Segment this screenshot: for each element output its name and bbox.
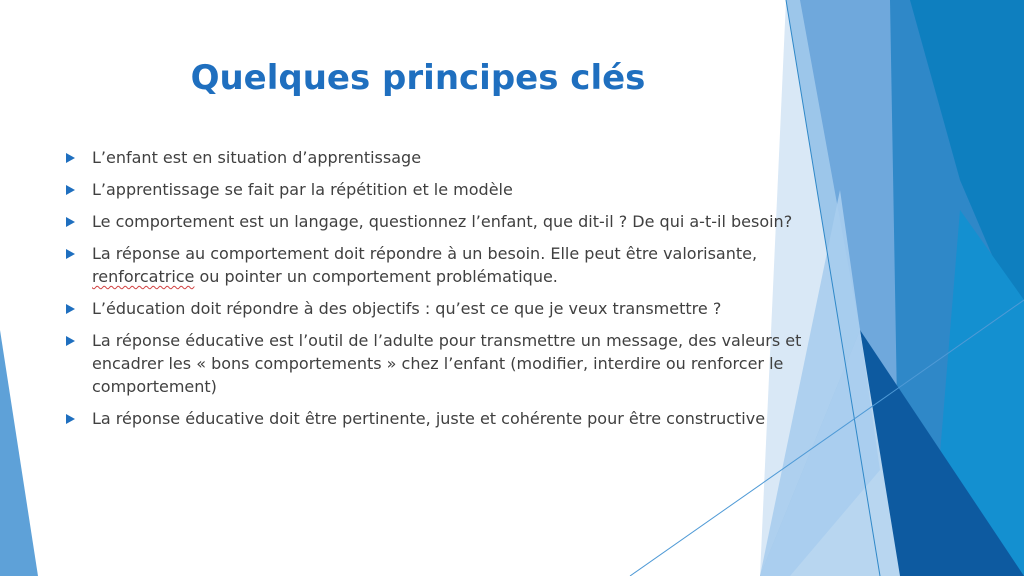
bullet-arrow-icon: [64, 329, 92, 352]
bullet-item: [64, 146, 804, 169]
bullet-text: L’enfant est en situation d’apprentissage: [92, 148, 422, 167]
spellcheck-flagged-word: renforcatrice: [92, 267, 195, 286]
bullet-arrow-icon: [64, 297, 92, 320]
bullet-item: [64, 329, 804, 398]
bullet-item: [64, 210, 804, 233]
bullet-arrow-icon: [64, 242, 92, 265]
bullet-text: [92, 242, 804, 288]
bullet-arrow-icon: [64, 146, 92, 169]
left-edge-facet: [0, 330, 38, 576]
slide-title: Quelques principes clés: [190, 58, 646, 98]
bullet-item: [64, 242, 804, 288]
bullet-text-part: ou pointer un comportement problématique.: [194, 267, 558, 286]
bullet-text: La réponse éducative est l’outil de l’adulte pour transmettre un message, des valeurs et encadrer les « bons comportements » chez l’enfant (modifier, interdire ou renforcer le comportement): [92, 331, 802, 396]
bullet-item: [64, 297, 804, 320]
bullet-text-part: La réponse au comportement doit répondre à un besoin. Elle peut être valorisante,: [92, 244, 758, 263]
bullet-arrow-icon: [64, 407, 92, 430]
bullet-arrow-icon: [64, 210, 92, 233]
bullet-list: [64, 146, 804, 439]
bullet-text: La réponse éducative doit être pertinente, juste et cohérente pour être constructive: [92, 409, 766, 428]
bullet-arrow-icon: [64, 178, 92, 201]
bullet-item: [64, 407, 804, 430]
bullet-text: Le comportement est un langage, questionnez l’enfant, que dit-il ? De qui a-t-il besoin?: [92, 212, 793, 231]
bullet-text: L’apprentissage se fait par la répétition et le modèle: [92, 180, 513, 199]
bullet-text: L’éducation doit répondre à des objectifs : qu’est ce que je veux transmettre ?: [92, 299, 722, 318]
bullet-item: [64, 178, 804, 201]
